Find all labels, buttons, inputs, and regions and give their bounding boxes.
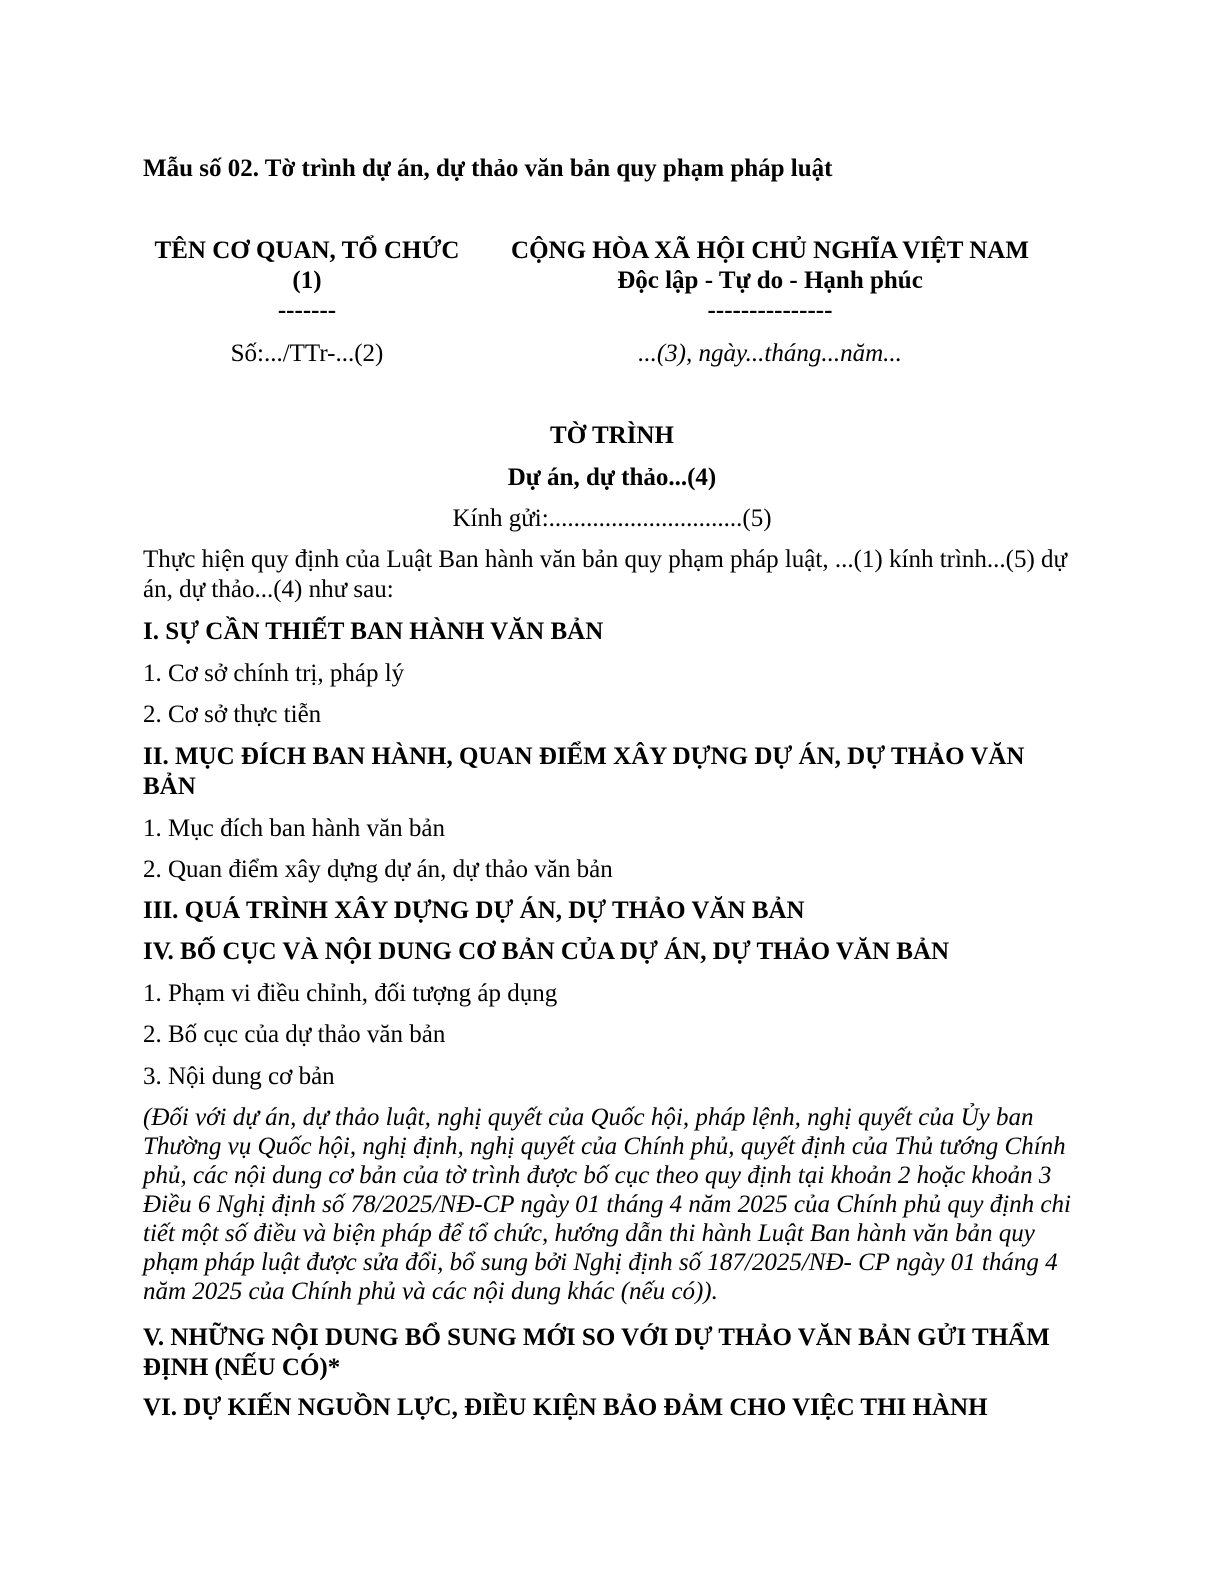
doc-number: Số:.../TTr-...(2) — [230, 340, 384, 367]
motto-dashes: --------------- — [707, 297, 833, 324]
section-2-heading: II. MỤC ĐÍCH BAN HÀNH, QUAN ĐIỂM XÂY DỰNG DỰ ÁN, DỰ THẢO VĂN BẢN — [143, 743, 1025, 800]
section-4-heading: IV. BỐ CỤC VÀ NỘI DUNG CƠ BẢN CỦA DỰ ÁN, DỰ THẢO VĂN BẢN — [143, 938, 950, 965]
section-4-item: 1. Phạm vi điều chỉnh, đối tượng áp dụng — [143, 980, 558, 1007]
section-2-item: 1. Mục đích ban hành văn bản — [143, 815, 446, 842]
section-2-item: 2. Quan điểm xây dựng dự án, dự thảo văn bản — [143, 856, 613, 883]
intro-paragraph: Thực hiện quy định của Luật Ban hành văn bản quy phạm pháp luật, ...(1) kính trình...(5) dự án, dự thảo...(4) như sau: — [143, 546, 1068, 603]
section-4-item: 3. Nội dung cơ bản — [143, 1063, 335, 1090]
section-1-item: 2. Cơ sở thực tiễn — [143, 701, 322, 728]
section-4-note: (Đối với dự án, dự thảo luật, nghị quyết của Quốc hội, pháp lệnh, nghị quyết của Ủy ban Thường vụ Quốc hội, nghị định, nghị quyết của Chính phủ, quyết định của Thủ tướng Chính phủ, các nội dung cơ bản của tờ trình được bố cục theo quy định tại khoản 2 hoặc khoản 3 Điều 6 Nghị định số 78/2025/NĐ-CP ngày 01 tháng 4 năm 2025 của Chính phủ quy định chi tiết một số điều và biện pháp để tổ chức, hướng dẫn thi hành Luật Ban hành văn bản quy phạm pháp luật được sửa đổi, bổ sung bởi Nghị định số 187/2025/NĐ- CP ngày 01 tháng 4 năm 2025 của Chính phủ và các nội dung khác (nếu có)). — [143, 1104, 1071, 1305]
org-name: TÊN CƠ QUAN, TỔ CHỨC — [154, 237, 460, 264]
form-title: Mẫu số 02. Tờ trình dự án, dự thảo văn bản quy phạm pháp luật — [143, 155, 833, 182]
place-date: ...(3), ngày...tháng...năm... — [638, 340, 902, 367]
recipient: Kính gửi:...............................(5) — [452, 505, 772, 532]
section-3-heading: III. QUÁ TRÌNH XÂY DỰNG DỰ ÁN, DỰ THẢO VĂN BẢN — [143, 897, 805, 924]
doc-subtitle: Dự án, dự thảo...(4) — [507, 464, 717, 491]
section-5-heading: V. NHỮNG NỘI DUNG BỔ SUNG MỚI SO VỚI DỰ THẢO VĂN BẢN GỬI THẨM ĐỊNH (NẾU CÓ)* — [143, 1324, 1050, 1381]
section-1-heading: I. SỰ CẦN THIẾT BAN HÀNH VĂN BẢN — [143, 618, 604, 645]
org-dashes: ------- — [277, 297, 337, 324]
org-note: (1) — [292, 267, 322, 294]
doc-title: TỜ TRÌNH — [550, 422, 674, 449]
section-6-heading: VI. DỰ KIẾN NGUỒN LỰC, ĐIỀU KIỆN BẢO ĐẢM CHO VIỆC THI HÀNH — [143, 1394, 988, 1421]
country-name: CỘNG HÒA XÃ HỘI CHỦ NGHĨA VIỆT NAM — [511, 237, 1029, 264]
section-1-item: 1. Cơ sở chính trị, pháp lý — [143, 660, 405, 687]
motto: Độc lập - Tự do - Hạnh phúc — [617, 267, 923, 294]
section-4-item: 2. Bố cục của dự thảo văn bản — [143, 1021, 446, 1048]
